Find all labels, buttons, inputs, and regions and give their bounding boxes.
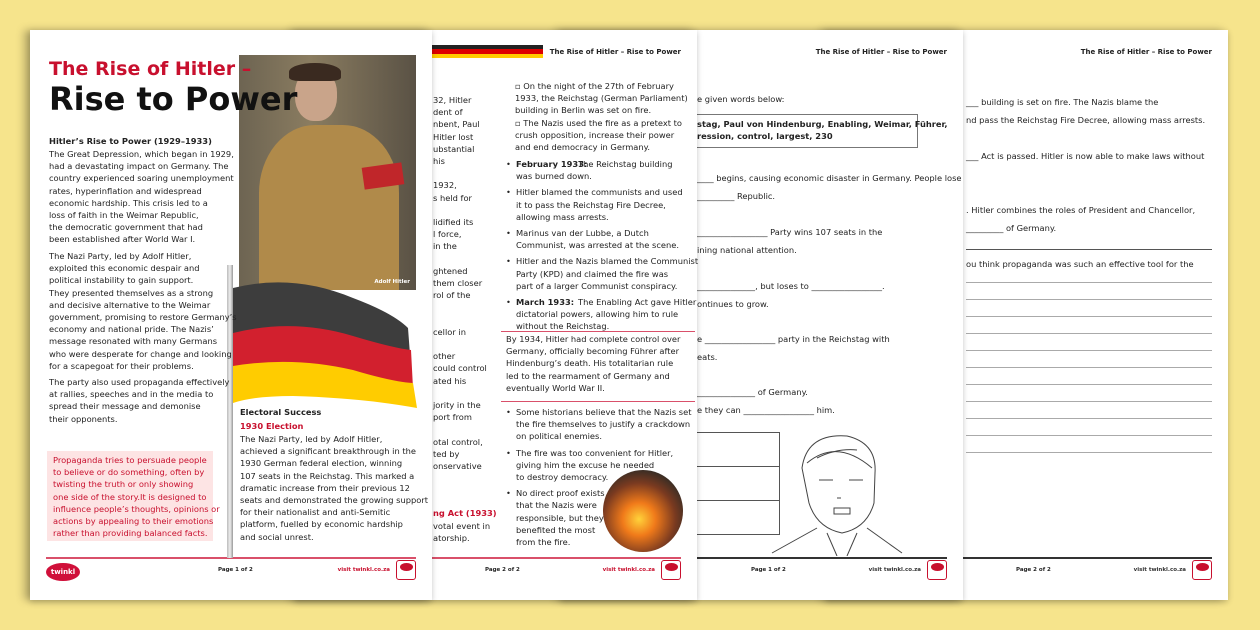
bullet-text: Some historians believe that the Nazis set: [516, 407, 692, 417]
text-line: platform, fuelled by economic hardship: [240, 519, 403, 530]
bullet-text: to destroy democracy.: [516, 472, 609, 482]
answer-line[interactable]: [966, 452, 1212, 453]
bullet-icon: •: [506, 187, 511, 198]
page-header-title: The Rise of Hitler – Rise to Power: [815, 48, 947, 56]
bullet-text: Hitler blamed the communists and used: [516, 187, 683, 198]
bullet-text: that the Nazis were: [516, 500, 597, 511]
text-line: Hitler lost: [433, 131, 474, 142]
text-line: jority in the: [433, 400, 481, 410]
text-line: ubstantial: [433, 143, 475, 154]
bullet-text: Party (KPD) and claimed the fire was: [516, 268, 669, 279]
word-bank-line: stag, Paul von Hindenburg, Enabling, Weimar, Führer,: [697, 119, 948, 129]
twinkl-badge-icon: [396, 560, 416, 580]
bullet-text: Hitler and the Nazis blamed the Communist: [516, 256, 699, 267]
german-flag-image: [233, 278, 417, 413]
text-line: ated his: [433, 375, 467, 386]
bullet-text: was burned down.: [516, 171, 592, 182]
text-line: to believe or do something, often by: [53, 467, 205, 478]
text-line: cellor in: [433, 326, 466, 337]
text-line: 1933, the Reichstag (German Parliament): [515, 93, 688, 104]
website-link[interactable]: visit twinkl.co.za: [868, 567, 921, 573]
bullet-icon: •: [506, 256, 511, 267]
text-line: Germany, officially becoming Führer after: [506, 346, 680, 357]
sub-heading: 1930 Election: [240, 421, 304, 431]
text-line: for a scapegoat for their problems.: [49, 360, 194, 371]
bullet-icon: •: [506, 228, 511, 238]
photo-caption: Adolf Hitler: [374, 278, 410, 285]
text-line: atorship.: [433, 533, 470, 543]
text-line: and decisive alternative to the Weimar: [49, 299, 211, 310]
page-header-title: The Rise of Hitler – Rise to Power: [1080, 48, 1212, 56]
question-text: ou think propaganda was such an effective tool for the: [966, 259, 1194, 269]
bullet-text: responsible, but they: [516, 512, 604, 523]
text-line: The Nazi Party, led by Adolf Hitler,: [240, 434, 383, 444]
bullet-text: on political enemies.: [516, 431, 602, 442]
text-line: . Hitler combines the roles of President and Chancellor,: [966, 205, 1196, 215]
text-line: 107 seats in the Reichstag. This marked a: [240, 470, 415, 481]
text-line: rather than providing balanced facts.: [53, 528, 208, 539]
text-line: influence people’s thoughts, opinions or: [53, 503, 220, 514]
twinkl-logo: twinkl: [46, 563, 80, 581]
text-line: onservative: [433, 461, 482, 471]
bullet-text: from the fire.: [516, 537, 571, 547]
fill-blank-line[interactable]: ______________, but loses to _________________.: [697, 281, 885, 291]
bullet-text: it to pass the Reichstag Fire Decree,: [516, 199, 666, 210]
section-heading: Electoral Success: [240, 407, 322, 417]
text-line: ▫ The Nazis used the fire as a pretext to: [515, 117, 682, 128]
text-line: at rallies, speeches and in the media to: [49, 389, 214, 400]
bullet-text: benefited the most: [516, 524, 596, 535]
bullet-text: March 1933:: [516, 297, 575, 307]
bullet-text: The fire was too convenient for Hitler,: [516, 447, 674, 458]
page-number: Page 1 of 2: [751, 567, 786, 573]
text-line: economy and national pride. The Nazis’: [49, 324, 214, 335]
answer-line[interactable]: [966, 333, 1212, 334]
text-line: one side of the story.It is designed to: [53, 491, 207, 502]
text-line: ▫ On the night of the 27th of February: [515, 81, 674, 91]
twinkl-badge-icon: [1192, 560, 1212, 580]
text-line: their opponents.: [49, 413, 118, 424]
text-line: Propaganda tries to persuade people: [53, 455, 207, 465]
bullet-text: without the Reichstag.: [516, 321, 610, 332]
bullet-text: Communist, was arrested at the scene.: [516, 240, 680, 251]
section-heading: ng Act (1933): [433, 508, 497, 518]
page-number: Page 1 of 2: [218, 567, 253, 573]
text-line: political instability to gain support.: [49, 275, 194, 286]
bullet-text: dictatorial powers, allowing him to rule: [516, 309, 679, 320]
text-line: otal control,: [433, 436, 483, 447]
answer-line[interactable]: [966, 418, 1212, 419]
text-line: exploited this economic despair and: [49, 263, 200, 274]
answer-line[interactable]: [966, 282, 1212, 283]
page-header-title: The Rise of Hitler – Rise to Power: [549, 48, 681, 56]
section-heading: Hitler’s Rise to Power (1929–1933): [49, 136, 212, 146]
text-line: economic hardship. This crisis led to a: [49, 197, 208, 208]
bullet-text: The Reichstag building: [578, 159, 673, 169]
text-line: nd pass the Reichstag Fire Decree, allowing mass arrests.: [966, 115, 1206, 125]
text-line: votal event in: [433, 521, 491, 531]
text-line: message resonated with many Germans: [49, 336, 218, 347]
worksheet-page-1: [30, 30, 432, 600]
bullet-icon: •: [506, 488, 511, 499]
bullet-text: giving him the excuse he needed: [516, 459, 655, 470]
bullet-text: the fire themselves to justify a crackdown: [516, 419, 691, 430]
text-line: 1932,: [433, 180, 457, 191]
website-link[interactable]: visit twinkl.co.za: [602, 567, 655, 573]
word-bank-line: ression, control, largest, 230: [697, 131, 833, 141]
text-line: could control: [433, 363, 487, 374]
text-line: ___ Act is passed. Hitler is now able to make laws without: [966, 151, 1205, 161]
fill-blank-line[interactable]: ____ begins, causing economic disaster in Germany. People lose: [697, 173, 962, 183]
text-line: achieved a significant breakthrough in the: [240, 446, 416, 457]
bullet-text: No direct proof exists: [516, 488, 605, 499]
text-line: in the: [433, 241, 457, 252]
page-title: Rise to Power: [49, 80, 298, 118]
fill-blank-line: ontinues to grow.: [697, 299, 769, 309]
text-line: who were desperate for change and looking: [49, 348, 232, 359]
text-line: led to the rearmament of Germany and: [506, 370, 670, 381]
text-line: _________ of Germany.: [966, 223, 1057, 233]
text-line: port from: [433, 412, 472, 423]
bullet-text: allowing mass arrests.: [516, 211, 609, 222]
text-line: ted by: [433, 448, 460, 459]
twinkl-badge-icon: [661, 560, 681, 580]
instruction-text: e given words below:: [697, 94, 785, 104]
page-number: Page 2 of 2: [485, 567, 520, 573]
text-line: loss of faith in the Weimar Republic,: [49, 210, 199, 220]
bullet-icon: •: [506, 407, 511, 417]
website-link[interactable]: visit twinkl.co.za: [337, 567, 390, 573]
website-link[interactable]: visit twinkl.co.za: [1133, 567, 1186, 573]
fill-blank-line: ining national attention.: [697, 245, 797, 255]
divider: [501, 401, 695, 402]
text-line: country experienced soaring unemployment: [49, 173, 234, 184]
text-line: s held for: [433, 192, 472, 203]
text-line: nbent, Paul: [433, 119, 480, 130]
fill-blank-line[interactable]: _________ Republic.: [697, 191, 776, 201]
bullet-icon: •: [506, 447, 511, 458]
bullet-text: Marinus van der Lubbe, a Dutch: [516, 228, 649, 238]
text-line: spread their message and demonise: [49, 401, 201, 412]
text-line: 1930 German federal election, winning: [240, 458, 403, 469]
bullet-text: part of a larger Communist conspiracy.: [516, 280, 678, 291]
text-line: dramatic increase from their previous 12: [240, 482, 410, 493]
fill-blank-line[interactable]: ______________ of Germany.: [697, 387, 808, 397]
text-line: government, promising to restore Germany’s: [49, 312, 237, 322]
fill-blank-line: eats.: [697, 352, 718, 362]
text-line: The party also used propaganda effectively: [49, 377, 230, 387]
bullet-text: The Enabling Act gave Hitler: [578, 297, 697, 307]
title-line-1: The Rise of Hitler –: [49, 58, 252, 80]
bullet-icon: •: [506, 297, 511, 307]
fill-blank-line[interactable]: _________________ Party wins 107 seats in the: [697, 227, 883, 237]
word-bank: [681, 114, 948, 148]
propaganda-callout: [47, 451, 220, 541]
text-line: actions by appealing to their emotions: [53, 516, 214, 526]
page-number: Page 2 of 2: [1016, 567, 1051, 573]
text-line: been established after World War I.: [49, 234, 196, 245]
text-line: Hindenburg’s death. His totalitarian rule: [506, 358, 674, 369]
text-line: twisting the truth or only showing: [53, 479, 194, 490]
text-line: them closer: [433, 278, 483, 288]
fill-blank-line[interactable]: e _________________ party in the Reichstag with: [697, 334, 890, 344]
text-line: the democratic government that had: [49, 222, 203, 233]
text-line: eventually World War II.: [506, 382, 605, 393]
text-line: 32, Hitler: [433, 95, 472, 105]
text-line: rates, hyperinflation and widespread: [49, 185, 202, 196]
text-line: They presented themselves as a strong: [49, 287, 214, 298]
bullet-icon: •: [506, 159, 511, 169]
text-line: had a devastating impact on Germany. The: [49, 161, 229, 172]
text-line: and social unrest.: [240, 531, 314, 542]
answer-line[interactable]: [966, 350, 1212, 351]
answer-line[interactable]: [966, 401, 1212, 402]
text-line: By 1934, Hitler had complete control over: [506, 334, 681, 344]
text-line: and end democracy in Germany.: [515, 142, 650, 152]
twinkl-badge-icon: [927, 560, 947, 580]
text-line: The Great Depression, which began in 1929,: [49, 149, 234, 159]
answer-line[interactable]: [966, 435, 1212, 436]
text-line: seats and demonstrated the growing support: [240, 495, 429, 505]
text-line: building in Berlin was set on fire.: [515, 105, 652, 116]
text-line: rol of the: [433, 290, 471, 301]
text-line: dent of: [433, 107, 463, 118]
fill-blank-line[interactable]: e they can _________________ him.: [697, 405, 835, 415]
answer-line[interactable]: [966, 299, 1212, 300]
divider: [966, 249, 1212, 250]
text-line: crush opposition, increase their power: [515, 129, 675, 140]
hitler-sketch-illustration: [757, 428, 907, 556]
text-line: ghtened: [433, 265, 468, 276]
bullet-text: February 1933:: [516, 159, 588, 169]
answer-line[interactable]: [966, 316, 1212, 317]
text-line: other: [433, 351, 456, 362]
text-line: The Nazi Party, led by Adolf Hitler,: [49, 251, 192, 261]
reichstag-fire-image: [603, 470, 683, 552]
text-line: for their nationalist and anti-Semitic: [240, 507, 391, 518]
answer-line[interactable]: [966, 384, 1212, 385]
text-line: l force,: [433, 229, 462, 240]
answer-line[interactable]: [966, 367, 1212, 368]
german-flag-banner-icon: [432, 45, 543, 58]
text-line: lidified its: [433, 217, 474, 227]
text-line: his: [433, 156, 445, 166]
text-line: ___ building is set on fire. The Nazis blame the: [966, 97, 1159, 107]
